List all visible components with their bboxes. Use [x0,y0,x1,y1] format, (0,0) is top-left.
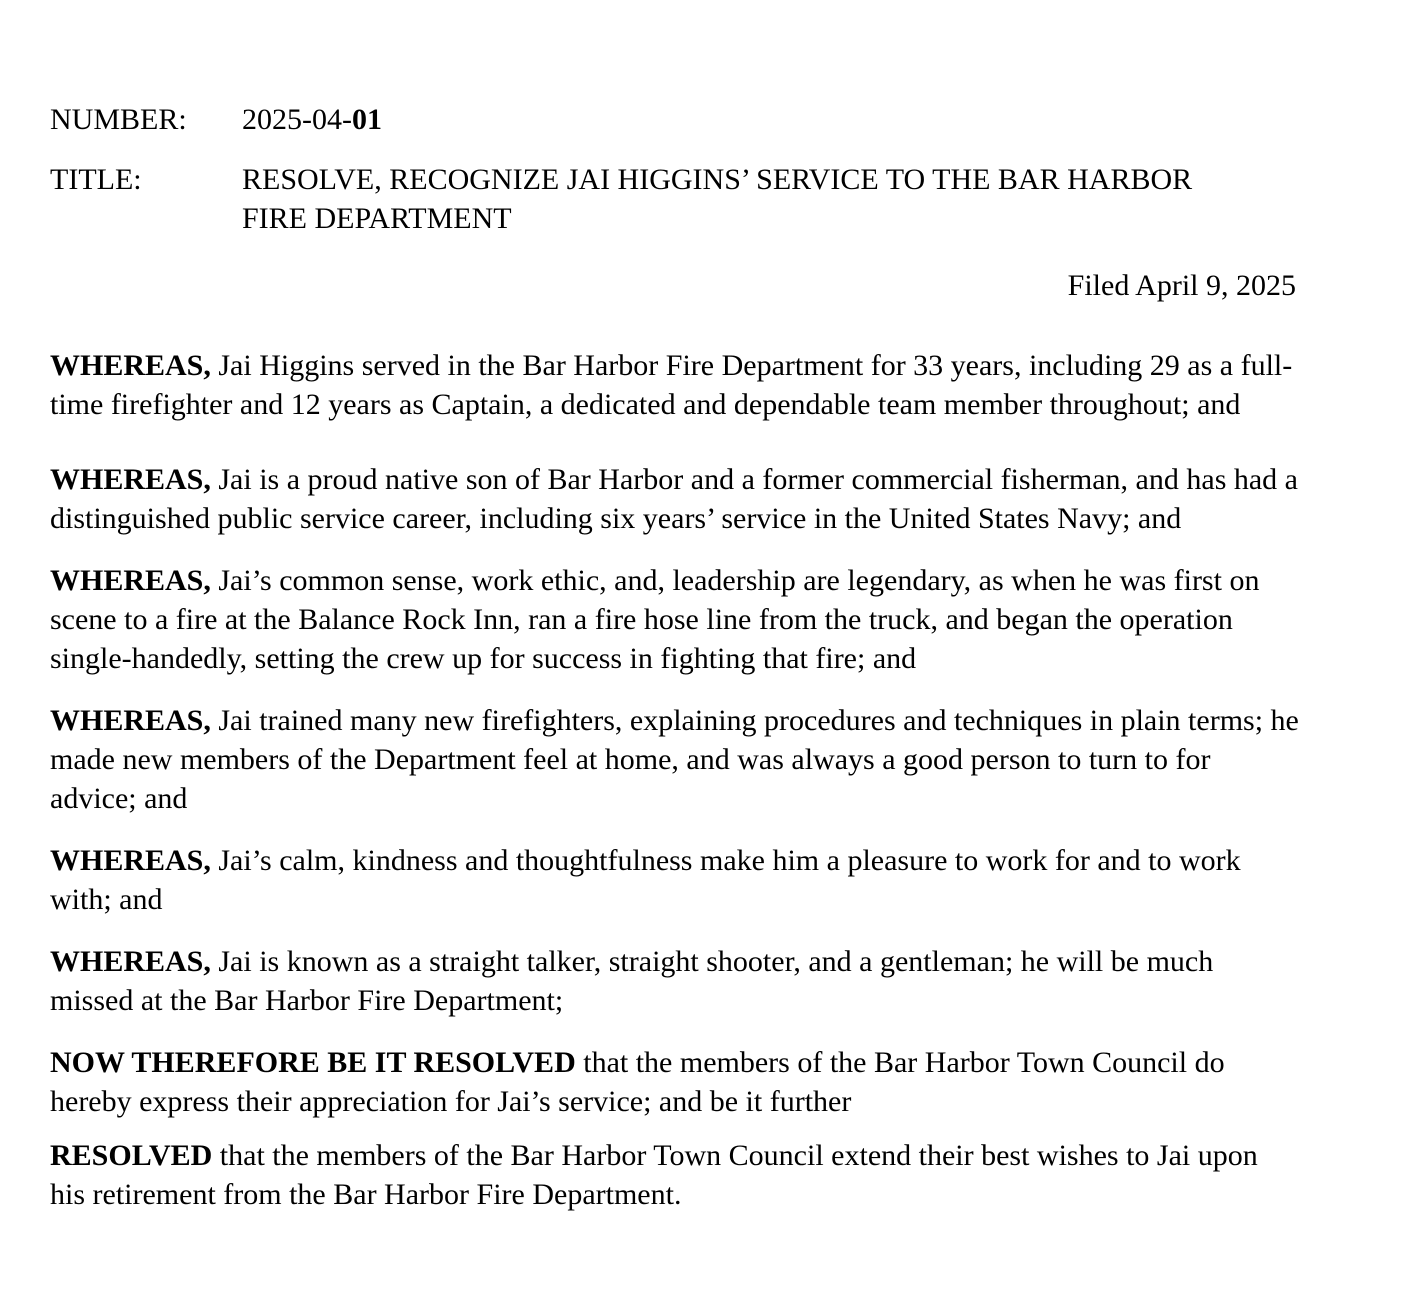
paragraph-lead: WHEREAS, [50,463,211,496]
paragraph-lead: RESOLVED [50,1139,213,1172]
title-label: TITLE: [50,163,142,196]
paragraph-text: Jai is a proud native son of Bar Harbor and a former commercial fisherman, and has had a distinguished public service career, including six years’ service in the United States Navy; and [50,463,1298,535]
paragraph-text: Jai Higgins served in the Bar Harbor Fire Department for 33 years, including 29 as a full-time firefighter and 12 years as Captain, a dedicated and dependable team member throughout; and [50,349,1293,421]
paragraph-lead: WHEREAS, [50,704,211,737]
title-value [242,160,1300,238]
paragraph-text: Jai trained many new firefighters, explaining procedures and techniques in plain terms; he made new members of the Department feel at home, and was always a good person to turn to for advice; and [50,704,1299,815]
resolved-paragraph [50,1043,1300,1121]
number-suffix: 01 [351,103,382,136]
title-line-2: FIRE DEPARTMENT [242,202,512,235]
whereas-paragraph-2 [50,460,1300,538]
paragraph-lead: WHEREAS, [50,844,211,877]
paragraph-text: that the members of the Bar Harbor Town Council extend their best wishes to Jai upon his retirement from the Bar Harbor Fire Department. [50,1139,1258,1211]
paragraph-lead: NOW THEREFORE BE IT RESOLVED [50,1046,576,1079]
whereas-paragraph-1 [50,346,1300,424]
filed-date: Filed April 9, 2025 [1067,269,1296,302]
number-row [50,100,1300,139]
title-line-1: RESOLVE, RECOGNIZE JAI HIGGINS’ SERVICE TO THE BAR HARBOR [242,163,1193,196]
whereas-paragraph-6 [50,942,1300,1020]
paragraph-lead: WHEREAS, [50,945,211,978]
title-row [50,160,1300,238]
whereas-paragraph-5 [50,841,1300,919]
paragraph-text: that the members of the Bar Harbor Town Council do hereby express their appreciation for Jai’s service; and be it further [50,1046,1225,1118]
number-label: NUMBER: [50,103,187,136]
paragraph-text: Jai is known as a straight talker, straight shooter, and a gentleman; he will be much missed at the Bar Harbor Fire Department; [50,945,1214,1017]
paragraph-lead: WHEREAS, [50,564,211,597]
paragraph-text: Jai’s calm, kindness and thoughtfulness make him a pleasure to work for and to work with; and [50,844,1241,916]
resolution-document [50,100,1300,1214]
number-value [242,100,1300,139]
further-resolved-paragraph [50,1136,1300,1214]
paragraph-text: Jai’s common sense, work ethic, and, leadership are legendary, as when he was first on scene to a fire at the Balance Rock Inn, ran a fire hose line from the truck, and began the operation single-handedly, setting the crew up for success in fighting that fire; and [50,564,1260,675]
whereas-paragraph-3 [50,561,1300,678]
number-prefix: 2025-04- [242,103,352,136]
whereas-paragraph-4 [50,701,1300,818]
paragraph-lead: WHEREAS, [50,349,211,382]
